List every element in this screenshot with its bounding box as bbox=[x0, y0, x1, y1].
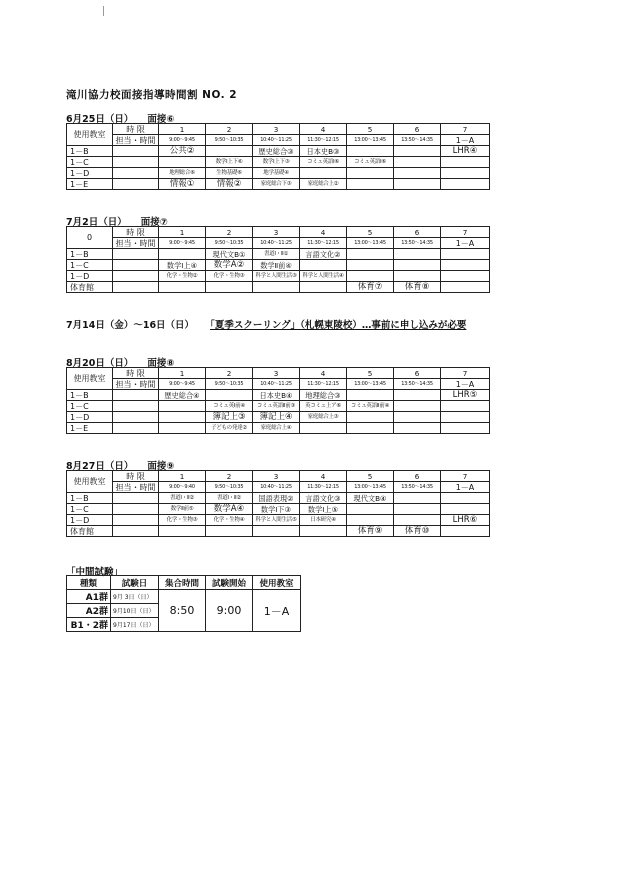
period-time: 10:40～11:25 bbox=[253, 135, 300, 146]
schedule-cell: 地理総合⑥ bbox=[159, 168, 206, 179]
schedule-cell bbox=[113, 423, 159, 434]
schedule-cell bbox=[159, 401, 206, 412]
schedule-cell bbox=[441, 401, 490, 412]
homeroom-label: 1－A bbox=[441, 482, 490, 493]
schedule-cell bbox=[347, 390, 394, 401]
schedule-cell bbox=[347, 168, 394, 179]
period-time: 13:00～13:45 bbox=[347, 482, 394, 493]
room-name: 1－D bbox=[67, 515, 113, 526]
schedule-cell bbox=[441, 157, 490, 168]
homeroom-label: 1－A bbox=[441, 135, 490, 146]
schedule-cell bbox=[441, 271, 490, 282]
schedule-cell bbox=[159, 249, 206, 260]
period-time: 9:50～10:35 bbox=[206, 238, 253, 249]
schedule-cell bbox=[347, 515, 394, 526]
schedule-cell: 数学Ⅱ前④ bbox=[253, 260, 300, 271]
schedule-cell bbox=[347, 271, 394, 282]
section-date: 7月2日（日） bbox=[66, 217, 127, 228]
schedule-cell bbox=[300, 423, 347, 434]
schedule-cell: 数学Ⅰ上④ bbox=[159, 260, 206, 271]
schedule-cell bbox=[113, 260, 159, 271]
schedule-cell: 日本史B④ bbox=[253, 390, 300, 401]
schedule-cell bbox=[113, 168, 159, 179]
schedule-cell: コミュ英Ⅰ前④ bbox=[206, 401, 253, 412]
schedule-cell bbox=[113, 515, 159, 526]
section-subtitle: 面接⑨ bbox=[147, 461, 175, 472]
schedule-cell: 簿記上③ bbox=[206, 412, 253, 423]
period-time: 9:00～9:45 bbox=[159, 238, 206, 249]
room-name: 1－C bbox=[67, 504, 113, 515]
schedule-table bbox=[66, 226, 490, 293]
schedule-cell bbox=[394, 249, 441, 260]
exam-table bbox=[66, 575, 301, 632]
schedule-cell bbox=[347, 504, 394, 515]
period-time: 13:50～14:35 bbox=[394, 482, 441, 493]
schedule-cell bbox=[394, 179, 441, 190]
schedule-cell: 数学A④ bbox=[206, 504, 253, 515]
period-number: 4 bbox=[300, 368, 347, 379]
period-number: 7 bbox=[441, 227, 490, 238]
schedule-cell bbox=[113, 282, 159, 293]
page-title: 滝川協力校面接指導時間割 NO. 2 bbox=[66, 89, 238, 101]
binding-mark bbox=[103, 6, 104, 16]
period-number: 5 bbox=[347, 471, 394, 482]
period-number: 4 bbox=[300, 124, 347, 135]
schedule-cell: 体育⑨ bbox=[347, 526, 394, 537]
schedule-cell bbox=[441, 168, 490, 179]
schedule-cell: 簿記上④ bbox=[253, 412, 300, 423]
schedule-cell: 数学Ⅰ上下③ bbox=[253, 157, 300, 168]
schedule-cell: 書道Ⅰ・Ⅱ② bbox=[206, 493, 253, 504]
period-number: 7 bbox=[441, 368, 490, 379]
period-time: 13:00～13:45 bbox=[347, 238, 394, 249]
schedule-cell: 科学と人間生活③ bbox=[253, 271, 300, 282]
schedule-cell bbox=[441, 282, 490, 293]
exam-title: 「中間試験」 bbox=[66, 567, 124, 578]
period-time: 10:40～11:25 bbox=[253, 238, 300, 249]
period-time: 11:30～12:15 bbox=[300, 482, 347, 493]
schedule-cell: 子どもの発達② bbox=[206, 423, 253, 434]
schedule-cell bbox=[394, 423, 441, 434]
schedule-cell bbox=[159, 423, 206, 434]
schedule-cell bbox=[441, 526, 490, 537]
schedule-cell: 情報① bbox=[159, 179, 206, 190]
corner-label: 使用教室 bbox=[67, 368, 113, 390]
schedule-cell: 数学Ⅰ上⑤ bbox=[300, 504, 347, 515]
period-time: 13:00～13:45 bbox=[347, 379, 394, 390]
schedule-cell bbox=[347, 260, 394, 271]
period-number: 5 bbox=[347, 124, 394, 135]
schedule-cell: 歴史総合③ bbox=[253, 146, 300, 157]
period-number: 7 bbox=[441, 471, 490, 482]
exam-date: 9月17日（日） bbox=[111, 618, 159, 632]
corner-label: 使用教室 bbox=[67, 124, 113, 146]
schedule-cell bbox=[441, 249, 490, 260]
schedule-cell bbox=[159, 526, 206, 537]
exam-header: 集合時間 bbox=[159, 576, 206, 590]
schedule-cell: 歴史総合④ bbox=[159, 390, 206, 401]
notice-text: 「夏季スクーリング」（札幌東陵校）…事前に申し込みが必要 bbox=[210, 320, 467, 331]
room-name: 1－B bbox=[67, 249, 113, 260]
schedule-cell bbox=[159, 412, 206, 423]
schedule-cell: 現代文B④ bbox=[347, 493, 394, 504]
period-number: 1 bbox=[159, 124, 206, 135]
schedule-cell bbox=[113, 526, 159, 537]
period-number: 1 bbox=[159, 471, 206, 482]
schedule-cell bbox=[441, 493, 490, 504]
period-number: 6 bbox=[394, 368, 441, 379]
start-time: 9:00 bbox=[206, 590, 253, 632]
schedule-table bbox=[66, 367, 490, 434]
schedule-cell: 家庭総合上③ bbox=[300, 412, 347, 423]
schedule-table bbox=[66, 123, 490, 190]
schedule-cell bbox=[300, 282, 347, 293]
schedule-cell bbox=[206, 282, 253, 293]
exam-group: A1群 bbox=[67, 590, 111, 604]
period-number: 1 bbox=[159, 368, 206, 379]
period-time: 11:30～12:15 bbox=[300, 238, 347, 249]
schedule-cell: 数学A② bbox=[206, 260, 253, 271]
schedule-cell bbox=[113, 157, 159, 168]
period-number: 3 bbox=[253, 227, 300, 238]
schedule-cell bbox=[113, 249, 159, 260]
exam-room: 1－A bbox=[253, 590, 301, 632]
period-time: 9:00～9:40 bbox=[159, 482, 206, 493]
schedule-cell bbox=[441, 504, 490, 515]
room-name: 1－C bbox=[67, 157, 113, 168]
period-number: 4 bbox=[300, 227, 347, 238]
period-number: 4 bbox=[300, 471, 347, 482]
period-time: 13:50～14:35 bbox=[394, 238, 441, 249]
schedule-cell bbox=[113, 390, 159, 401]
summer-schooling-notice bbox=[66, 317, 466, 331]
room-name: 1－B bbox=[67, 390, 113, 401]
room-name: 1－D bbox=[67, 168, 113, 179]
schedule-cell: 体育⑧ bbox=[394, 282, 441, 293]
period-label: 時 限 bbox=[113, 227, 159, 238]
schedule-cell bbox=[253, 526, 300, 537]
room-name: 体育館 bbox=[67, 282, 113, 293]
schedule-cell: 地学基礎④ bbox=[253, 168, 300, 179]
schedule-cell: 現代文B① bbox=[206, 249, 253, 260]
period-time: 10:40～11:25 bbox=[253, 482, 300, 493]
schedule-cell bbox=[113, 271, 159, 282]
period-time: 9:50～10:35 bbox=[206, 379, 253, 390]
schedule-cell: 数学Ⅰ上下⑥ bbox=[206, 157, 253, 168]
schedule-cell: 科学と人間生活⑤ bbox=[253, 515, 300, 526]
period-number: 2 bbox=[206, 124, 253, 135]
schedule-cell: コミュ英語Ⅱ前③ bbox=[253, 401, 300, 412]
exam-header: 使用教室 bbox=[253, 576, 301, 590]
schedule-cell bbox=[347, 146, 394, 157]
room-name: 体育館 bbox=[67, 526, 113, 537]
staff-time-label: 担当・時間 bbox=[113, 379, 159, 390]
period-time: 9:50～10:35 bbox=[206, 482, 253, 493]
room-name: 1－C bbox=[67, 401, 113, 412]
schedule-cell bbox=[394, 493, 441, 504]
schedule-cell bbox=[441, 260, 490, 271]
schedule-cell: 国語表現② bbox=[253, 493, 300, 504]
schedule-cell: コミュ英語Ⅰ⑥ bbox=[347, 157, 394, 168]
gather-time: 8:50 bbox=[159, 590, 206, 632]
schedule-cell bbox=[253, 282, 300, 293]
schedule-cell bbox=[394, 260, 441, 271]
schedule-cell bbox=[394, 504, 441, 515]
section-date: 8月27日（日） bbox=[66, 461, 134, 472]
schedule-cell bbox=[300, 526, 347, 537]
section-subtitle: 面接⑥ bbox=[147, 114, 175, 125]
schedule-cell bbox=[347, 249, 394, 260]
schedule-cell bbox=[206, 390, 253, 401]
period-label: 時 限 bbox=[113, 368, 159, 379]
room-name: 1－E bbox=[67, 179, 113, 190]
schedule-cell bbox=[394, 390, 441, 401]
schedule-cell: 英コミュ上ア⑥ bbox=[300, 401, 347, 412]
schedule-cell bbox=[159, 282, 206, 293]
schedule-cell bbox=[394, 515, 441, 526]
staff-time-label: 担当・時間 bbox=[113, 482, 159, 493]
schedule-cell bbox=[113, 504, 159, 515]
section-subtitle: 面接⑦ bbox=[140, 217, 168, 228]
schedule-cell bbox=[441, 179, 490, 190]
period-time: 11:30～12:15 bbox=[300, 135, 347, 146]
schedule-cell: 言語文化② bbox=[300, 249, 347, 260]
schedule-cell: 情報② bbox=[206, 179, 253, 190]
period-number: 2 bbox=[206, 227, 253, 238]
exam-group: A2群 bbox=[67, 604, 111, 618]
room-name: 1－D bbox=[67, 271, 113, 282]
room-name: 1－C bbox=[67, 260, 113, 271]
schedule-cell: 日本史B③ bbox=[300, 146, 347, 157]
period-number: 1 bbox=[159, 227, 206, 238]
room-name: 1－B bbox=[67, 493, 113, 504]
room-name: 1－E bbox=[67, 423, 113, 434]
schedule-cell: 数学Ⅰ下③ bbox=[253, 504, 300, 515]
homeroom-label: 1－A bbox=[441, 379, 490, 390]
schedule-cell: コミュ英語Ⅱ前④ bbox=[347, 401, 394, 412]
schedule-cell: 言語文化③ bbox=[300, 493, 347, 504]
period-number: 2 bbox=[206, 471, 253, 482]
schedule-cell bbox=[206, 146, 253, 157]
period-number: 3 bbox=[253, 124, 300, 135]
period-label: 時 限 bbox=[113, 471, 159, 482]
schedule-cell bbox=[394, 168, 441, 179]
exam-date: 9月10日（日） bbox=[111, 604, 159, 618]
period-number: 6 bbox=[394, 124, 441, 135]
schedule-cell bbox=[394, 412, 441, 423]
schedule-cell bbox=[113, 146, 159, 157]
room-name: 1－B bbox=[67, 146, 113, 157]
schedule-cell: 生物基礎⑥ bbox=[206, 168, 253, 179]
period-number: 3 bbox=[253, 368, 300, 379]
homeroom-label: 1－A bbox=[441, 238, 490, 249]
section-date: 8月20日（日） bbox=[66, 358, 134, 369]
schedule-cell: LHR④ bbox=[441, 146, 490, 157]
period-time: 11:30～12:15 bbox=[300, 379, 347, 390]
schedule-cell bbox=[113, 401, 159, 412]
schedule-cell: 体育⑦ bbox=[347, 282, 394, 293]
schedule-cell bbox=[394, 157, 441, 168]
exam-date: 9月 3日（日） bbox=[111, 590, 159, 604]
period-number: 7 bbox=[441, 124, 490, 135]
schedule-cell bbox=[441, 423, 490, 434]
period-number: 5 bbox=[347, 368, 394, 379]
schedule-cell bbox=[113, 412, 159, 423]
period-time: 10:40～11:25 bbox=[253, 379, 300, 390]
schedule-table bbox=[66, 470, 490, 537]
period-number: 5 bbox=[347, 227, 394, 238]
schedule-cell: コミュ英語Ⅰ⑥ bbox=[300, 157, 347, 168]
schedule-cell: LHR⑥ bbox=[441, 515, 490, 526]
schedule-cell bbox=[394, 401, 441, 412]
schedule-cell bbox=[441, 412, 490, 423]
schedule-cell: LHR⑤ bbox=[441, 390, 490, 401]
schedule-cell: 書道Ⅰ・Ⅱ② bbox=[159, 493, 206, 504]
schedule-cell: 化学・生物③ bbox=[159, 515, 206, 526]
corner-label: 使用教室 bbox=[67, 471, 113, 493]
exam-header: 試験日 bbox=[111, 576, 159, 590]
period-time: 13:50～14:35 bbox=[394, 135, 441, 146]
schedule-cell: 日本研究④ bbox=[300, 515, 347, 526]
schedule-cell bbox=[347, 412, 394, 423]
schedule-cell bbox=[347, 179, 394, 190]
period-time: 9:50～10:35 bbox=[206, 135, 253, 146]
staff-time-label: 担当・時間 bbox=[113, 135, 159, 146]
schedule-cell: 化学・生物② bbox=[159, 271, 206, 282]
exam-header: 試験開始 bbox=[206, 576, 253, 590]
schedule-cell bbox=[206, 526, 253, 537]
section-subtitle: 面接⑧ bbox=[147, 358, 175, 369]
schedule-cell: 科学と人間生活④ bbox=[300, 271, 347, 282]
schedule-cell bbox=[347, 423, 394, 434]
exam-group: B1・2群 bbox=[67, 618, 111, 632]
schedule-cell bbox=[113, 493, 159, 504]
schedule-cell: 数学Ⅱ前⑤ bbox=[159, 504, 206, 515]
notice-dates: 7月14日（金）～16日（日） bbox=[66, 320, 195, 331]
schedule-cell: 化学・生物④ bbox=[206, 515, 253, 526]
schedule-cell bbox=[300, 260, 347, 271]
schedule-cell: 地理総合③ bbox=[300, 390, 347, 401]
corner-label: 0 bbox=[67, 227, 113, 249]
period-time: 9:00～9:45 bbox=[159, 379, 206, 390]
schedule-cell bbox=[113, 179, 159, 190]
schedule-cell: 家庭総合下③ bbox=[253, 179, 300, 190]
schedule-cell: 公共② bbox=[159, 146, 206, 157]
schedule-cell bbox=[159, 157, 206, 168]
period-number: 6 bbox=[394, 227, 441, 238]
exam-header: 種類 bbox=[67, 576, 111, 590]
section-date: 6月25日（日） bbox=[66, 114, 134, 125]
schedule-cell bbox=[394, 146, 441, 157]
period-time: 9:00～9:45 bbox=[159, 135, 206, 146]
period-label: 時 限 bbox=[113, 124, 159, 135]
room-name: 1－D bbox=[67, 412, 113, 423]
staff-time-label: 担当・時間 bbox=[113, 238, 159, 249]
schedule-cell: 書道Ⅰ・Ⅱ① bbox=[253, 249, 300, 260]
period-number: 3 bbox=[253, 471, 300, 482]
period-time: 13:00～13:45 bbox=[347, 135, 394, 146]
schedule-cell: 家庭総合上② bbox=[300, 179, 347, 190]
schedule-cell: 体育⑩ bbox=[394, 526, 441, 537]
period-time: 13:50～14:35 bbox=[394, 379, 441, 390]
schedule-cell bbox=[300, 168, 347, 179]
schedule-cell: 化学・生物③ bbox=[206, 271, 253, 282]
period-number: 6 bbox=[394, 471, 441, 482]
schedule-cell bbox=[394, 271, 441, 282]
period-number: 2 bbox=[206, 368, 253, 379]
schedule-cell: 家庭総合上④ bbox=[253, 423, 300, 434]
